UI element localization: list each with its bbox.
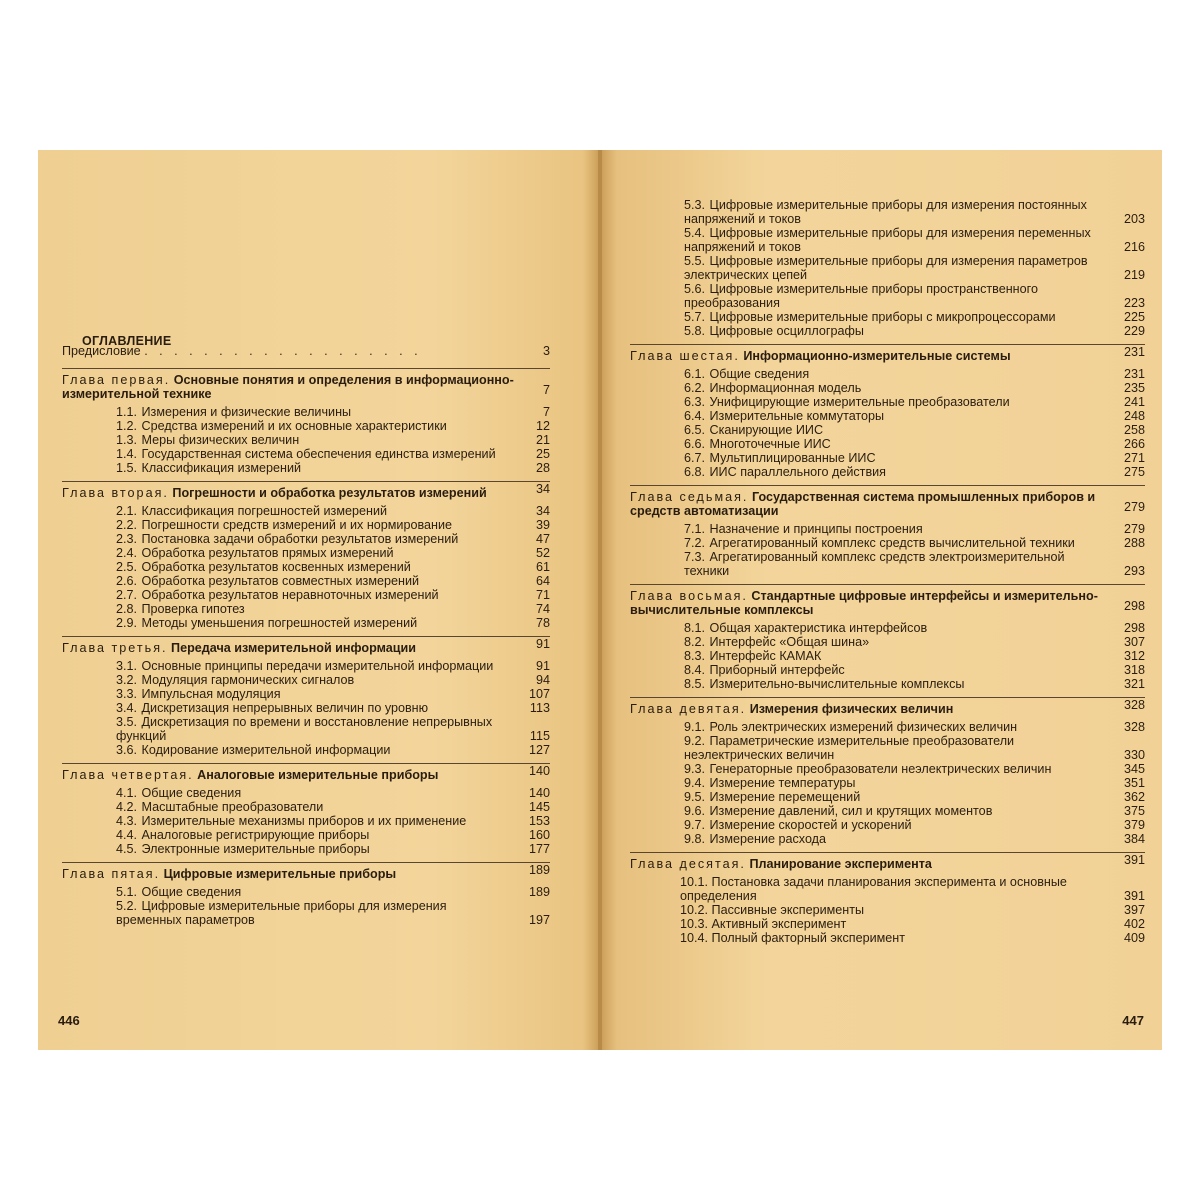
toc-entry[interactable]: 9.7. Измерение скоростей и ускорений 379 — [684, 818, 1145, 832]
toc-entry[interactable]: 5.1. Общие сведения 189 — [116, 885, 550, 899]
toc-entry[interactable]: 5.7. Цифровые измерительные приборы с микропроцессорами 225 — [684, 310, 1145, 324]
toc-entry-preface[interactable]: Предисловие . . . . . . . . . . . . . . . . . . . 3 — [62, 344, 550, 358]
toc-entry[interactable]: 9.4. Измерение температуры 351 — [684, 776, 1145, 790]
toc-entry[interactable]: 2.3. Постановка задачи обработки результатов измерений 47 — [116, 532, 550, 546]
chapter-heading[interactable]: Глава четвертая. Аналоговые измерительные приборы 140 — [62, 764, 550, 782]
chapter-heading[interactable]: Глава третья. Передача измерительной информации 91 — [62, 637, 550, 655]
toc-entry[interactable]: 2.8. Проверка гипотез 74 — [116, 602, 550, 616]
toc-entry[interactable]: 3.5. Дискретизация по времени и восстановление непрерывных функций 115 — [116, 715, 550, 743]
toc-entry[interactable]: 3.6. Кодирование измерительной информации 127 — [116, 743, 550, 757]
toc-entry[interactable]: 8.3. Интерфейс КАМАК 312 — [684, 649, 1145, 663]
toc-entry[interactable]: 9.1. Роль электрических измерений физических величин 328 — [684, 720, 1145, 734]
toc-entry[interactable]: 3.4. Дискретизация непрерывных величин по уровню 113 — [116, 701, 550, 715]
toc-entry[interactable]: 9.8. Измерение расхода 384 — [684, 832, 1145, 846]
entry-page: 34 — [535, 482, 550, 496]
chapter-heading[interactable]: Глава первая. Основные понятия и определения в информационно-измерительной технике 7 — [62, 368, 550, 401]
book-gutter — [598, 150, 602, 1050]
toc-entry[interactable]: 9.6. Измерение давлений, сил и крутящих моментов 375 — [684, 804, 1145, 818]
toc-entry[interactable]: 3.3. Импульсная модуляция 107 — [116, 687, 550, 701]
toc-entry[interactable]: 5.4. Цифровые измерительные приборы для измерения переменных напряжений и токов 216 — [684, 226, 1145, 254]
toc-entry[interactable]: 8.2. Интерфейс «Общая шина» 307 — [684, 635, 1145, 649]
page-number-right: 447 — [1122, 1013, 1144, 1028]
chapter-heading[interactable]: Глава восьмая. Стандартные цифровые интерфейсы и измерительно-вычислительные комплексы 298 — [630, 584, 1145, 617]
toc-entry[interactable]: 1.2. Средства измерений и их основные характеристики 12 — [116, 419, 550, 433]
entry-page: 91 — [535, 637, 550, 651]
toc-entry[interactable]: 2.9. Методы уменьшения погрешностей измерений 78 — [116, 616, 550, 630]
chapter-heading[interactable]: Глава вторая. Погрешности и обработка результатов измерений 34 — [62, 482, 550, 500]
toc-entry[interactable]: 5.6. Цифровые измерительные приборы пространственного преобразования 223 — [684, 282, 1145, 310]
toc-entry[interactable]: 4.2. Масштабные преобразователи 145 — [116, 800, 550, 814]
toc-entry[interactable]: 6.2. Информационная модель 235 — [684, 381, 1145, 395]
toc-entry[interactable]: 1.3. Меры физических величин 21 — [116, 433, 550, 447]
entry-page: 391 — [1123, 853, 1145, 867]
toc-entry[interactable]: 6.4. Измерительные коммутаторы 248 — [684, 409, 1145, 423]
toc-entry[interactable]: 6.6. Многоточечные ИИС 266 — [684, 437, 1145, 451]
toc-entry[interactable]: 10.2. Пассивные эксперименты 397 — [680, 903, 1145, 917]
toc-entry[interactable]: 1.4. Государственная система обеспечения единства измерений 25 — [116, 447, 550, 461]
toc-entry[interactable]: 6.1. Общие сведения 231 — [684, 367, 1145, 381]
entry-page: 231 — [1123, 345, 1145, 359]
entry-page: 328 — [1123, 698, 1145, 712]
toc-entry[interactable]: 1.5. Классификация измерений 28 — [116, 461, 550, 475]
toc-right — [630, 198, 1145, 945]
left-page — [38, 150, 600, 1050]
toc-entry[interactable]: 8.5. Измерительно-вычислительные комплексы 321 — [684, 677, 1145, 691]
toc-entry[interactable]: 2.2. Погрешности средств измерений и их нормирование 39 — [116, 518, 550, 532]
toc-entry[interactable]: 2.7. Обработка результатов неравноточных измерений 71 — [116, 588, 550, 602]
entry-page: 7 — [542, 383, 550, 397]
entry-page: 279 — [1123, 500, 1145, 514]
toc-entry[interactable]: 10.1. Постановка задачи планирования эксперимента и основные определения 391 — [680, 875, 1145, 903]
toc-entry[interactable]: 4.3. Измерительные механизмы приборов и их применение 153 — [116, 814, 550, 828]
toc-entry[interactable]: 6.8. ИИС параллельного действия 275 — [684, 465, 1145, 479]
toc-entry[interactable]: 6.3. Унифицирующие измерительные преобразователи 241 — [684, 395, 1145, 409]
chapter-heading[interactable]: Глава шестая. Информационно-измерительные системы 231 — [630, 345, 1145, 363]
page-title: ОГЛАВЛЕНИЕ — [82, 334, 172, 348]
toc-entry[interactable]: 8.1. Общая характеристика интерфейсов 298 — [684, 621, 1145, 635]
toc-entry[interactable]: 2.1. Классификация погрешностей измерений 34 — [116, 504, 550, 518]
entry-page: 189 — [528, 863, 550, 877]
toc-entry[interactable]: 3.1. Основные принципы передачи измерительной информации 91 — [116, 659, 550, 673]
chapter-heading[interactable]: Глава пятая. Цифровые измерительные приборы 189 — [62, 863, 550, 881]
toc-entry[interactable]: 9.2. Параметрические измерительные преобразователи неэлектрических величин 330 — [684, 734, 1145, 762]
toc-entry[interactable]: 6.7. Мультиплицированные ИИС 271 — [684, 451, 1145, 465]
chapter-heading[interactable]: Глава девятая. Измерения физических величин 328 — [630, 698, 1145, 716]
toc-left — [62, 328, 550, 927]
toc-entry[interactable]: 2.4. Обработка результатов прямых измерений 52 — [116, 546, 550, 560]
chapter-heading[interactable]: Глава седьмая. Государственная система промышленных приборов и средств автоматизации 279 — [630, 485, 1145, 518]
toc-entry[interactable]: 6.5. Сканирующие ИИС 258 — [684, 423, 1145, 437]
toc-entry[interactable]: 4.1. Общие сведения 140 — [116, 786, 550, 800]
toc-entry[interactable]: 1.1. Измерения и физические величины 7 — [116, 405, 550, 419]
toc-entry[interactable]: 5.2. Цифровые измерительные приборы для измерения временных параметров 197 — [116, 899, 550, 927]
entry-page: 140 — [528, 764, 550, 778]
right-page — [600, 150, 1162, 1050]
toc-entry[interactable]: 7.1. Назначение и принципы построения 279 — [684, 522, 1145, 536]
entry-page: 298 — [1123, 599, 1145, 613]
toc-entry[interactable]: 7.2. Агрегатированный комплекс средств вычислительной техники 288 — [684, 536, 1145, 550]
toc-entry[interactable]: 10.4. Полный факторный эксперимент 409 — [680, 931, 1145, 945]
chapter-heading[interactable]: Глава десятая. Планирование эксперимента 391 — [630, 853, 1145, 871]
toc-entry[interactable]: 9.5. Измерение перемещений 362 — [684, 790, 1145, 804]
toc-entry[interactable]: 7.3. Агрегатированный комплекс средств электроизмерительной техники 293 — [684, 550, 1145, 578]
toc-entry[interactable]: 10.3. Активный эксперимент 402 — [680, 917, 1145, 931]
toc-entry[interactable]: 2.5. Обработка результатов косвенных измерений 61 — [116, 560, 550, 574]
toc-entry[interactable]: 8.4. Приборный интерфейс 318 — [684, 663, 1145, 677]
toc-entry[interactable]: 2.6. Обработка результатов совместных измерений 64 — [116, 574, 550, 588]
page-number-left: 446 — [58, 1013, 80, 1028]
toc-entry[interactable]: 5.5. Цифровые измерительные приборы для измерения параметров электрических цепей 219 — [684, 254, 1145, 282]
toc-entry[interactable]: 5.3. Цифровые измерительные приборы для измерения постоянных напряжений и токов 203 — [684, 198, 1145, 226]
toc-entry[interactable]: 9.3. Генераторные преобразователи неэлектрических величин 345 — [684, 762, 1145, 776]
toc-entry[interactable]: 4.5. Электронные измерительные приборы 177 — [116, 842, 550, 856]
book-spread — [38, 150, 1162, 1050]
entry-page: 3 — [542, 344, 550, 358]
toc-entry[interactable]: 4.4. Аналоговые регистрирующие приборы 160 — [116, 828, 550, 842]
toc-entry[interactable]: 3.2. Модуляция гармонических сигналов 94 — [116, 673, 550, 687]
entry-text: Предисловие — [62, 344, 141, 358]
toc-entry[interactable]: 5.8. Цифровые осциллографы 229 — [684, 324, 1145, 338]
